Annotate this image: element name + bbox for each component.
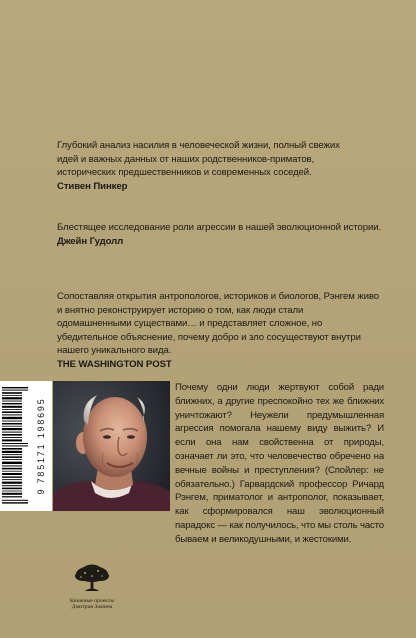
isbn-number: [31, 385, 51, 507]
quote-goodall: [57, 221, 387, 248]
publisher-line-1: Книжные проекты: [69, 598, 115, 604]
quote-author: THE WASHINGTON POST: [57, 358, 172, 370]
isbn-barcode: [0, 381, 52, 511]
barcode-bars: [2, 387, 28, 505]
quote-text: Глубокий анализ насилия в человеческой жизни, полный свежих идей и важных данных от наших родственников-приматов, исторических предшественников и современных соседей.: [57, 140, 340, 179]
publisher-name: [66, 598, 118, 611]
quote-text: Блестящее исследование роли агрессии в нашей эволюционной истории.: [57, 222, 382, 233]
publisher-line-2: Дмитрия Зимина: [71, 604, 113, 611]
quote-author: Стивен Пинкер: [57, 180, 128, 192]
publisher-logo: [66, 564, 118, 611]
author-photo: [53, 381, 170, 511]
author-portrait: [53, 381, 170, 511]
book-description: [175, 381, 384, 547]
quote-text: Сопоставляя открытия антропологов, историков и биологов, Рэнгем живо и внятно реконструирует историю о том, как люди стали одомашненными существами… и представляет сложное, но убедительное объяснение, почему добро и зло сосуществуют внутри нашего уникального вида.: [57, 291, 379, 357]
quote-pinker: [57, 139, 362, 193]
isbn-digits: 9 785171 198695: [36, 397, 46, 495]
description-text: Почему одни люди жертвуют собой ради ближних, а другие преспокойно тех же ближних уничтожают? Неужели предумышленная агрессия помогала нашему виду выжить? И если она нам свойственна от природы, означает ли это, что человечество обречено на вечные войны и преступления? (Спойлер: не обязательно.) Гарвардский профессор Ричард Рэнгем, приматолог и антрополог, показывает, как сформировался наш эволюционный парадокс — как получилось, что мы столь часто бываем и великодушными, и жестокими.: [175, 382, 384, 545]
quote-washington-post: [57, 290, 379, 372]
quote-author: Джейн Гудолл: [57, 235, 124, 247]
tree-icon: [73, 564, 111, 592]
